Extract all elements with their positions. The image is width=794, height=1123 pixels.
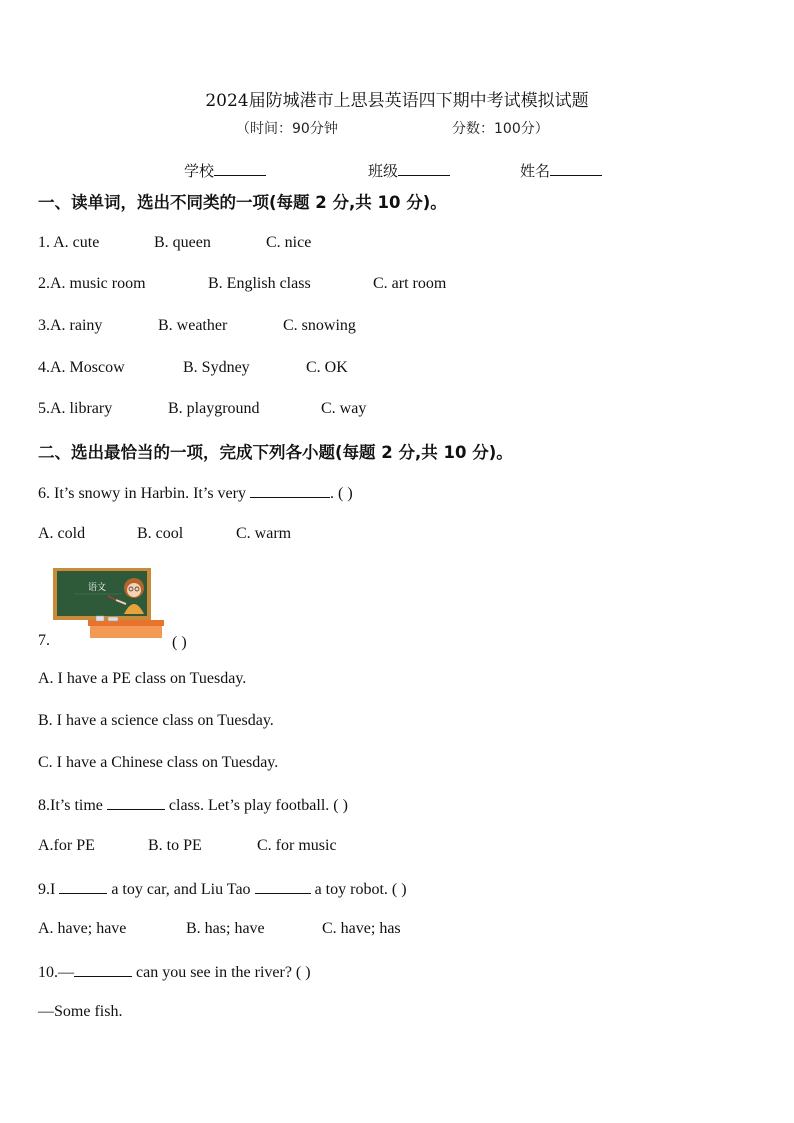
page-title: 2024届防城港市上思县英语四下期中考试模拟试题 [205, 91, 589, 111]
question-7-paren: ( ) [172, 634, 187, 651]
name-field: 姓名 [520, 160, 602, 181]
question-7-number: 7. [38, 632, 50, 649]
question-9-stem: 9.I a toy car, and Liu Tao a toy robot. ( ) [38, 881, 407, 898]
exam-meta [236, 118, 549, 138]
board-text: 语文 [88, 583, 107, 593]
question-10-answer: —Some fish. [38, 1003, 123, 1020]
question-8-stem: 8.It’s time class. Let’s play football. ( ) [38, 797, 348, 814]
exam-time: （时间：90分钟 [236, 121, 338, 137]
question-6-stem: 6. It’s snowy in Harbin. It’s very . ( ) [38, 485, 353, 502]
exam-score: 分数：100分） [452, 121, 549, 137]
question-7-option-b: B. I have a science class on Tuesday. [38, 712, 274, 729]
section-1-title: 一、读单词，选出不同类的一项(每题 2 分,共 10 分)。 [38, 193, 447, 212]
book [96, 616, 104, 621]
answer-blank [74, 962, 132, 977]
answer-blank [255, 879, 311, 894]
answer-blank [250, 483, 330, 498]
question-7-option-a: A. I have a PE class on Tuesday. [38, 670, 247, 687]
school-field: 学校 [184, 160, 266, 181]
answer-blank [107, 795, 165, 810]
question-10-stem: 10.— can you see in the river? ( ) [38, 964, 311, 981]
classroom-illustration [52, 566, 166, 640]
class-field: 班级 [368, 160, 450, 181]
section-2-title: 二、选出最恰当的一项，完成下列各小题(每题 2 分,共 10 分)。 [38, 443, 513, 462]
answer-blank [59, 879, 107, 894]
desk-body [90, 626, 162, 638]
question-7-option-c: C. I have a Chinese class on Tuesday. [38, 754, 279, 771]
